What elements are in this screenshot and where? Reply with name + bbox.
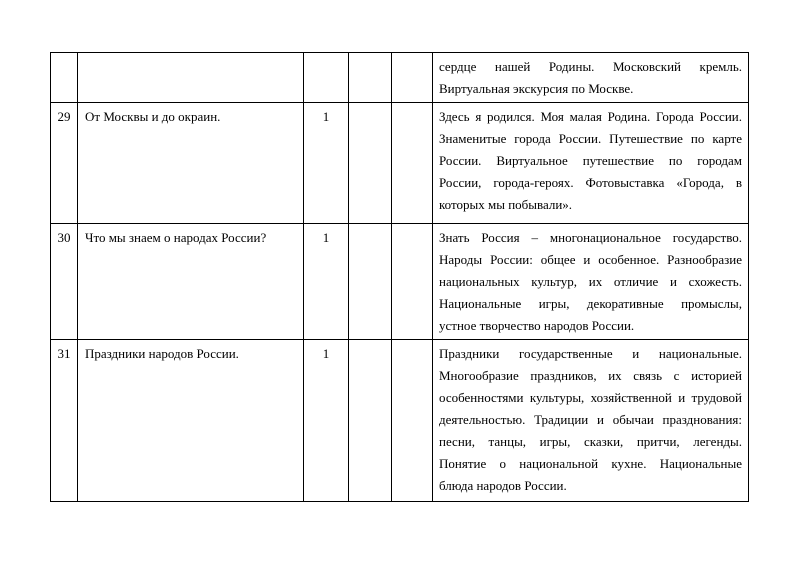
lesson-topic-cell: Праздники народов России. xyxy=(78,340,304,502)
empty-cell-2 xyxy=(392,103,433,224)
description-line: сердце нашей Родины. Московский кремль. xyxy=(439,59,742,74)
empty-cell-2 xyxy=(392,224,433,340)
description-line: Знаменитые города России. Путешествие по карте xyxy=(439,131,742,146)
lesson-hours-cell: 1 xyxy=(304,340,349,502)
empty-cell-1 xyxy=(349,340,392,502)
table-row xyxy=(51,103,749,224)
description-line: России, города-героях. Фотовыставка «Города, в xyxy=(439,175,742,190)
curriculum-table-body xyxy=(51,53,749,502)
description-line: устное творчество народов России. xyxy=(439,318,635,333)
lesson-number-cell: 29 xyxy=(51,103,78,224)
lesson-number-cell xyxy=(51,53,78,103)
description-line: Праздники государственные и национальные. xyxy=(439,346,742,361)
lesson-description-cell xyxy=(433,340,749,502)
empty-cell-1 xyxy=(349,53,392,103)
description-line: деятельностью. Традиции и обычаи празднования: xyxy=(439,412,742,427)
lesson-topic-cell: От Москвы и до окраин. xyxy=(78,103,304,224)
lesson-hours-cell xyxy=(304,53,349,103)
empty-cell-2 xyxy=(392,53,433,103)
lesson-topic-cell xyxy=(78,53,304,103)
table-row xyxy=(51,224,749,340)
lesson-number-cell: 30 xyxy=(51,224,78,340)
empty-cell-2 xyxy=(392,340,433,502)
description-line: России. Виртуальное путешествие по городам xyxy=(439,153,742,168)
curriculum-table xyxy=(50,52,749,502)
table-row xyxy=(51,340,749,502)
description-line: Знать Россия – многонациональное государство. xyxy=(439,230,742,245)
table-row xyxy=(51,53,749,103)
lesson-description-cell xyxy=(433,224,749,340)
lesson-number-cell: 31 xyxy=(51,340,78,502)
description-line: Понятие о национальной кухне. Национальные xyxy=(439,456,742,471)
description-line: Национальные игры, декоративные промыслы, xyxy=(439,296,742,311)
lesson-description-cell xyxy=(433,103,749,224)
lesson-hours-cell: 1 xyxy=(304,103,349,224)
lesson-description-cell xyxy=(433,53,749,103)
lesson-hours-cell: 1 xyxy=(304,224,349,340)
description-line: Виртуальная экскурсия по Москве. xyxy=(439,81,634,96)
description-line: Здесь я родился. Моя малая Родина. Города России. xyxy=(439,109,742,124)
description-line: Народы России: общее и особенное. Разнообразие xyxy=(439,252,742,267)
description-line: блюда народов России. xyxy=(439,478,567,493)
empty-cell-1 xyxy=(349,103,392,224)
description-line: Многообразие праздников, их связь с историей xyxy=(439,368,742,383)
description-line: песни, танцы, игры, сказки, притчи, легенды. xyxy=(439,434,742,449)
description-line: которых мы побывали». xyxy=(439,197,573,212)
description-line: национальных культур, их отличие и схожесть. xyxy=(439,274,742,289)
lesson-topic-cell: Что мы знаем о народах России? xyxy=(78,224,304,340)
description-line: особенностями культуры, хозяйственной и трудовой xyxy=(439,390,742,405)
empty-cell-1 xyxy=(349,224,392,340)
